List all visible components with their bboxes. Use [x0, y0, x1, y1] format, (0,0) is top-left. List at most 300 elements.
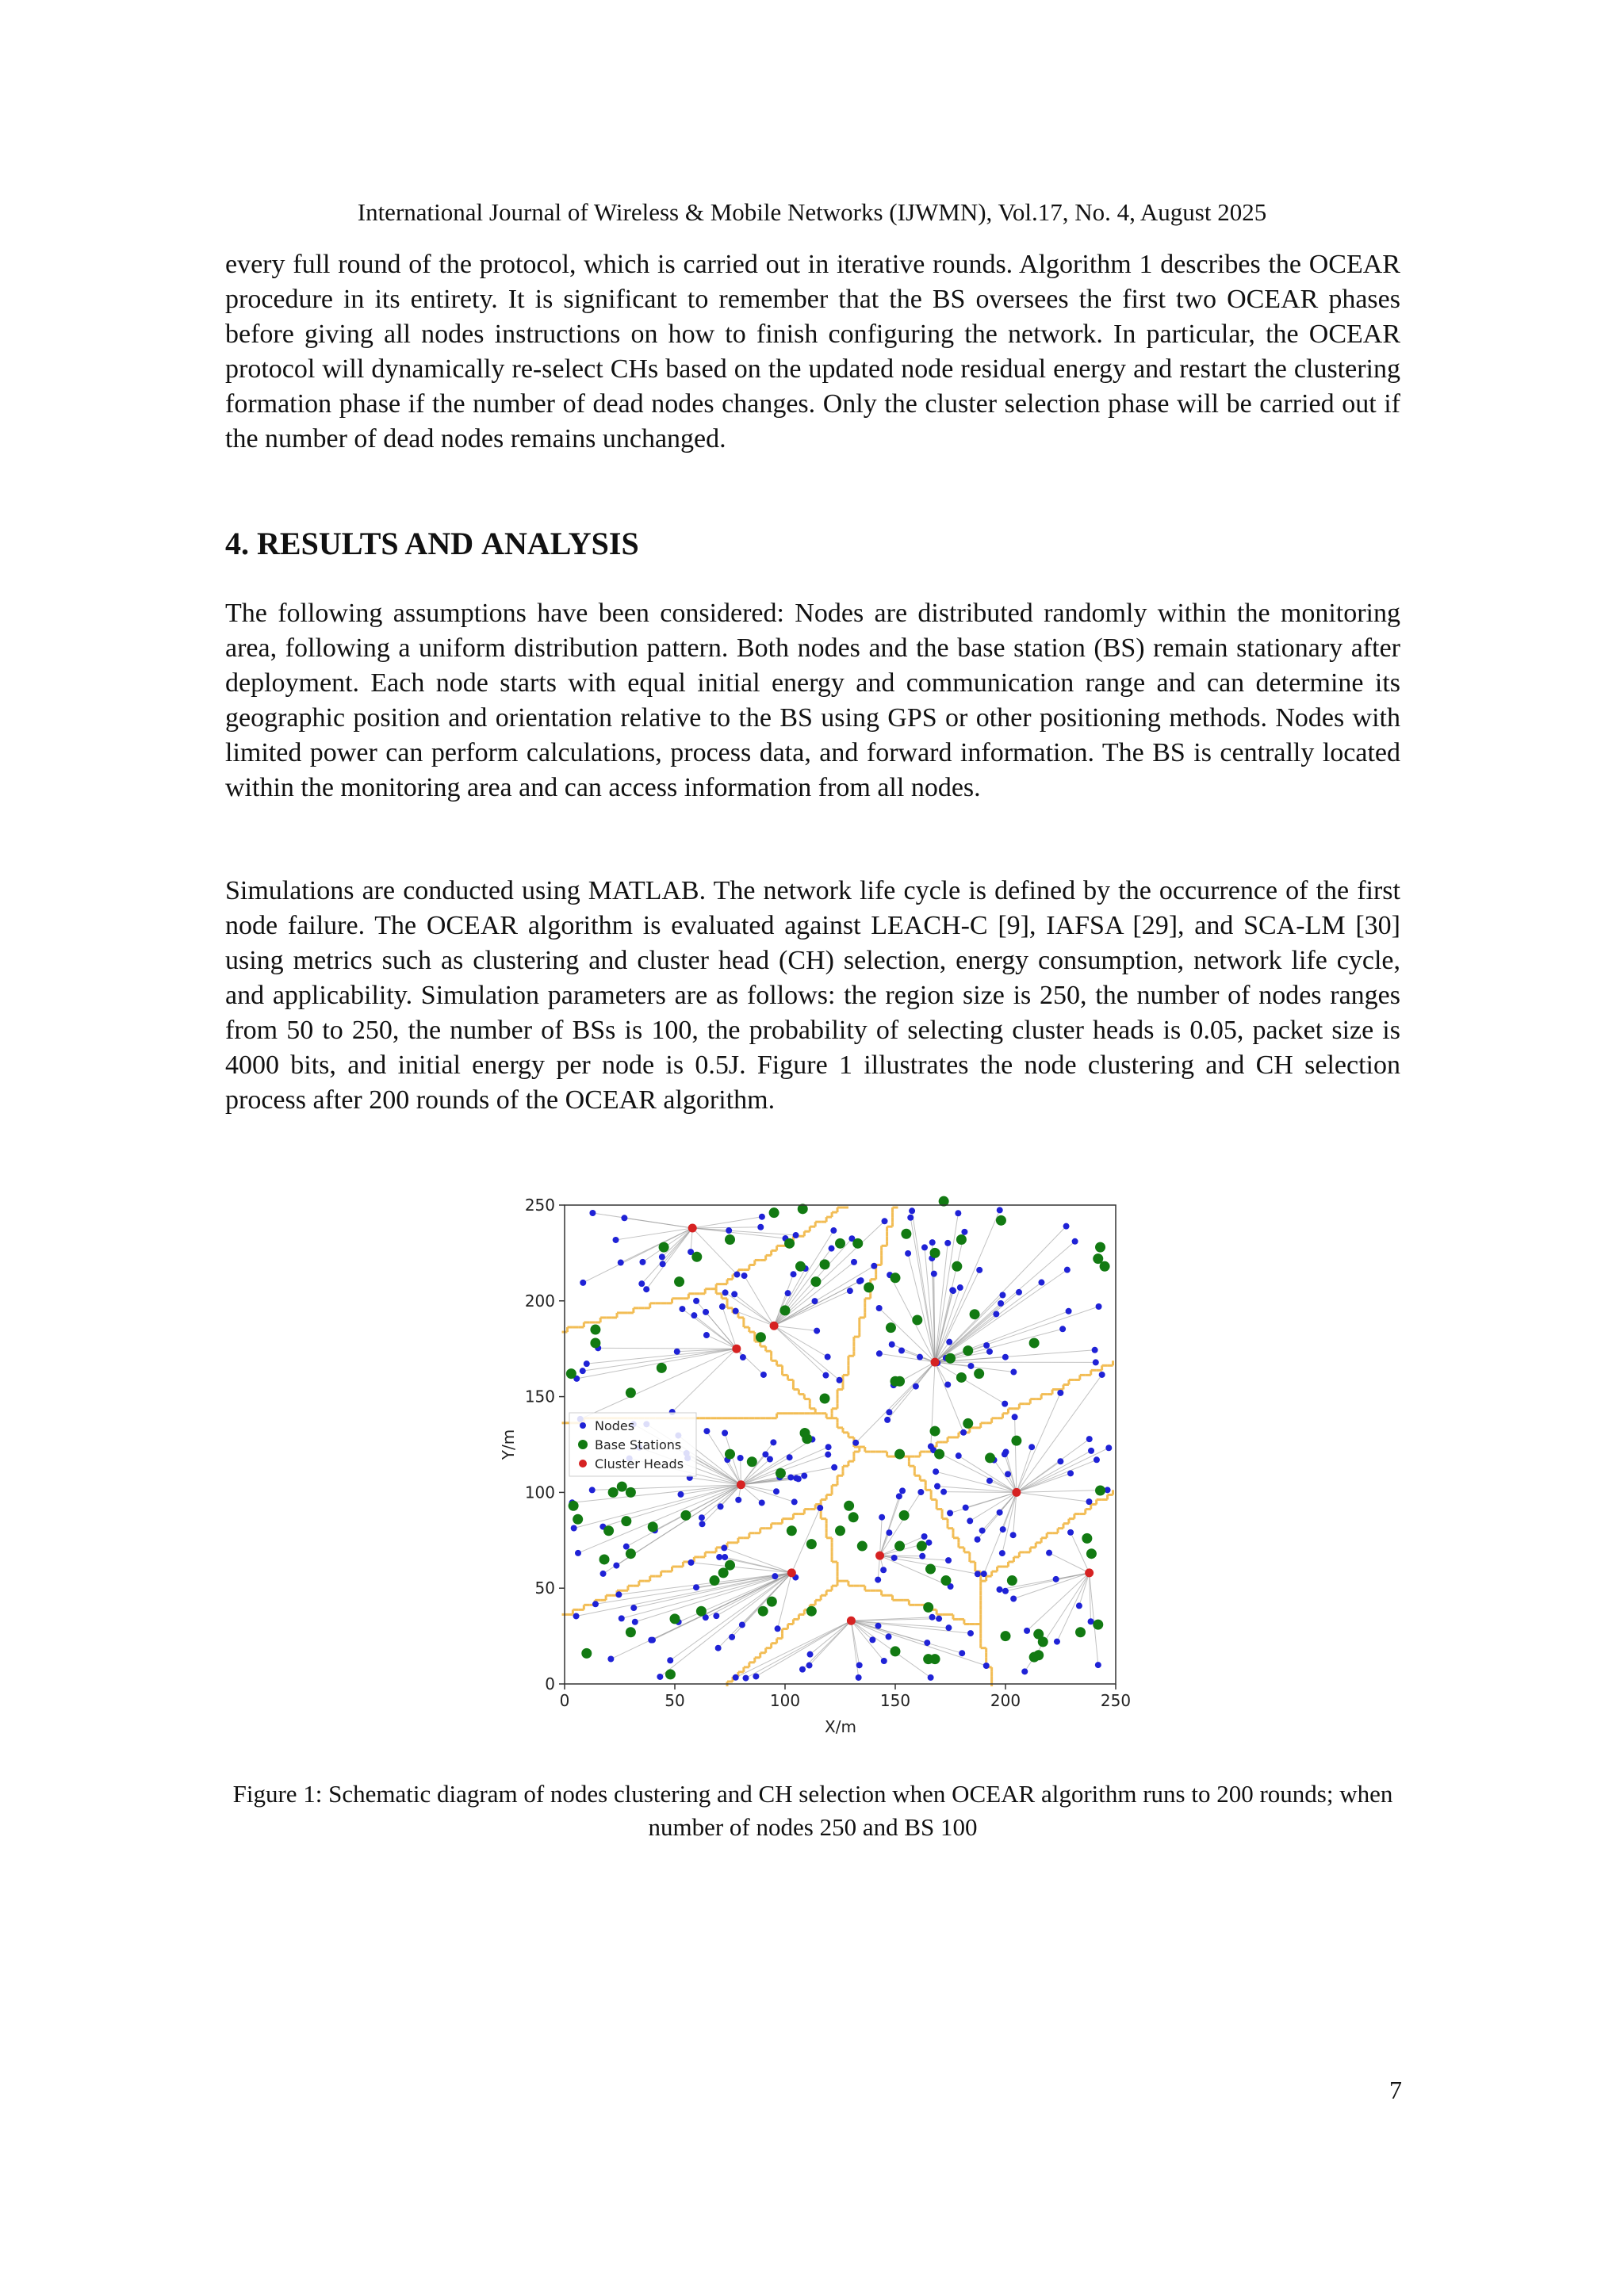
sensor-node — [667, 1657, 673, 1663]
sensor-node — [829, 1246, 835, 1252]
base-station — [891, 1646, 901, 1656]
sensor-node — [869, 1636, 875, 1643]
base-station — [848, 1512, 859, 1522]
base-station — [891, 1272, 901, 1283]
base-station — [925, 1564, 936, 1575]
sensor-node — [889, 1341, 895, 1348]
base-station — [1075, 1627, 1086, 1637]
sensor-node — [573, 1613, 580, 1619]
sensor-node — [996, 1586, 1002, 1593]
sensor-node — [793, 1232, 799, 1238]
legend-marker-cluster-heads — [579, 1460, 587, 1468]
base-station — [810, 1276, 821, 1287]
base-station — [985, 1452, 995, 1463]
section-heading — [225, 525, 639, 562]
base-station — [806, 1539, 817, 1549]
section-title-a-rest: NALYSIS — [504, 526, 639, 561]
sensor-node — [677, 1491, 684, 1498]
base-station — [956, 1234, 967, 1245]
sensor-node — [618, 1260, 624, 1266]
base-station — [956, 1372, 967, 1383]
sensor-node — [1067, 1529, 1074, 1536]
base-station — [974, 1368, 984, 1379]
base-station — [886, 1322, 896, 1333]
base-station — [940, 1575, 951, 1586]
base-station — [784, 1238, 795, 1249]
sensor-node — [787, 1474, 794, 1480]
sensor-node — [703, 1332, 710, 1338]
sensor-node — [1002, 1401, 1008, 1407]
sensor-node — [1072, 1238, 1078, 1245]
sensor-node — [643, 1286, 649, 1292]
base-station — [1082, 1533, 1092, 1544]
sensor-node — [1028, 1444, 1035, 1450]
base-station — [573, 1514, 583, 1525]
sensor-node — [580, 1280, 586, 1286]
base-station — [1001, 1631, 1011, 1641]
base-station — [996, 1215, 1006, 1226]
sensor-node — [876, 1350, 883, 1357]
sensor-node — [785, 1290, 791, 1296]
base-station — [963, 1345, 973, 1356]
base-station — [800, 1428, 810, 1438]
sensor-node — [607, 1656, 614, 1663]
sensor-node — [1076, 1602, 1082, 1609]
sensor-node — [909, 1207, 915, 1214]
sensor-node — [947, 1510, 953, 1517]
sensor-node — [1092, 1347, 1098, 1353]
sensor-node — [735, 1497, 741, 1503]
sensor-node — [699, 1514, 705, 1521]
sensor-node — [691, 1312, 697, 1318]
sensor-node — [945, 1624, 952, 1631]
sensor-node — [929, 1239, 936, 1246]
sensor-node — [722, 1554, 728, 1560]
sensor-node — [733, 1308, 739, 1314]
sensor-node — [584, 1360, 590, 1367]
base-station — [894, 1541, 905, 1552]
sensor-node — [936, 1616, 942, 1622]
sensor-node — [871, 1263, 877, 1269]
x-tick-label: 0 — [559, 1691, 570, 1710]
base-station — [599, 1554, 610, 1564]
base-station — [970, 1309, 980, 1319]
sensor-node — [858, 1277, 864, 1284]
sensor-node — [623, 1544, 630, 1550]
base-station — [934, 1449, 944, 1460]
base-station — [569, 1501, 579, 1511]
sensor-node — [648, 1637, 654, 1644]
base-station — [617, 1482, 627, 1492]
sensor-node — [837, 1377, 843, 1383]
base-station — [917, 1541, 927, 1552]
sensor-node — [1016, 1289, 1022, 1295]
sensor-node — [933, 1468, 939, 1475]
y-tick-label: 0 — [545, 1674, 555, 1693]
base-station — [747, 1456, 757, 1467]
sensor-node — [762, 1451, 768, 1457]
base-station — [626, 1627, 636, 1637]
base-station — [1011, 1436, 1021, 1446]
base-station — [901, 1229, 911, 1239]
sensor-node — [1054, 1639, 1060, 1645]
sensor-node — [679, 1306, 685, 1312]
sensor-node — [898, 1347, 905, 1353]
sensor-node — [719, 1303, 726, 1310]
sensor-node — [1066, 1308, 1072, 1314]
base-station — [1029, 1337, 1040, 1348]
sensor-node — [950, 1288, 956, 1294]
sensor-node — [632, 1619, 638, 1625]
sensor-node — [852, 1440, 859, 1446]
sensor-node — [757, 1224, 764, 1230]
cluster-head — [732, 1345, 741, 1353]
sensor-node — [907, 1215, 914, 1221]
cluster-head — [688, 1223, 697, 1232]
base-station — [894, 1449, 905, 1460]
base-station — [945, 1353, 956, 1364]
sensor-node — [592, 1601, 599, 1607]
sensor-node — [703, 1428, 710, 1434]
base-station — [1029, 1652, 1040, 1663]
x-tick-label: 50 — [665, 1691, 685, 1710]
sensor-node — [986, 1478, 993, 1484]
sensor-node — [875, 1577, 881, 1583]
base-station — [603, 1525, 614, 1536]
base-station — [758, 1606, 768, 1617]
sensor-node — [856, 1674, 862, 1681]
base-station — [963, 1418, 973, 1429]
sensor-node — [1057, 1458, 1063, 1464]
base-station — [952, 1261, 962, 1272]
base-station — [691, 1252, 702, 1262]
sensor-node — [638, 1280, 645, 1287]
section-number: 4. — [225, 526, 249, 561]
sensor-node — [831, 1464, 837, 1471]
base-station — [780, 1305, 791, 1315]
sensor-node — [1093, 1359, 1099, 1365]
sensor-node — [961, 1229, 967, 1235]
base-station — [835, 1525, 845, 1536]
base-station — [756, 1332, 766, 1342]
sensor-node — [960, 1429, 967, 1436]
sensor-node — [713, 1613, 719, 1619]
sensor-node — [733, 1272, 740, 1278]
sensor-node — [791, 1271, 797, 1277]
sensor-node — [979, 1528, 986, 1534]
section-title-r-rest: ESULTS AND — [279, 526, 482, 561]
sensor-node — [825, 1452, 831, 1458]
base-station — [767, 1597, 777, 1607]
base-station — [1095, 1485, 1105, 1495]
sensor-node — [917, 1354, 923, 1360]
sensor-node — [1096, 1303, 1102, 1310]
sensor-node — [967, 1517, 973, 1524]
legend-label-nodes: Nodes — [595, 1418, 635, 1433]
sensor-node — [1010, 1596, 1017, 1602]
base-station — [648, 1521, 658, 1532]
base-station — [1086, 1548, 1097, 1559]
sensor-node — [924, 1640, 930, 1646]
sensor-node — [886, 1529, 892, 1536]
cluster-head — [737, 1480, 745, 1489]
sensor-node — [851, 1259, 857, 1265]
sensor-node — [791, 1498, 798, 1505]
base-station — [1095, 1242, 1105, 1253]
sensor-node — [879, 1514, 885, 1521]
sensor-node — [775, 1625, 781, 1632]
sensor-node — [726, 1227, 732, 1234]
sensor-node — [945, 1557, 952, 1563]
sensor-node — [589, 1487, 596, 1493]
sensor-node — [1002, 1588, 1009, 1594]
y-tick-label: 100 — [524, 1483, 555, 1502]
base-station — [657, 1363, 667, 1373]
y-axis-label: Y/m — [499, 1429, 518, 1460]
sensor-node — [812, 1298, 818, 1304]
base-station — [923, 1602, 933, 1613]
cluster-head — [847, 1617, 856, 1625]
sensor-node — [886, 1633, 892, 1640]
y-tick-label: 250 — [524, 1196, 555, 1215]
sensor-node — [876, 1305, 883, 1311]
sensor-node — [630, 1605, 637, 1611]
base-station — [1100, 1261, 1110, 1272]
sensor-node — [944, 1381, 951, 1387]
section-title-a: A — [481, 526, 504, 561]
legend-marker-nodes — [580, 1422, 586, 1429]
sensor-node — [1024, 1628, 1030, 1634]
x-tick-label: 250 — [1100, 1691, 1132, 1710]
sensor-node — [1012, 1414, 1018, 1420]
base-station — [710, 1575, 720, 1586]
cluster-head — [1012, 1488, 1021, 1497]
base-station — [659, 1242, 669, 1253]
sensor-node — [703, 1309, 709, 1315]
x-tick-label: 200 — [990, 1691, 1021, 1710]
figure-caption: Figure 1: Schematic diagram of nodes clustering and CH selection when OCEAR algorithm runs to 200 rounds; when number of nodes 250 and BS 100 — [232, 1780, 1393, 1841]
legend-label-base-stations: Base Stations — [595, 1437, 682, 1452]
sensor-node — [882, 1218, 888, 1224]
sensor-node — [1063, 1223, 1070, 1230]
sensor-node — [740, 1354, 746, 1360]
sensor-node — [928, 1674, 934, 1681]
y-tick-label: 150 — [524, 1387, 555, 1406]
sensor-node — [589, 1210, 596, 1216]
sensor-node — [881, 1658, 887, 1664]
base-station — [608, 1487, 619, 1498]
sensor-node — [1095, 1662, 1101, 1668]
sensor-node — [657, 1674, 663, 1680]
sensor-node — [715, 1645, 722, 1651]
cluster-head — [770, 1322, 779, 1330]
sensor-node — [737, 1455, 744, 1461]
sensor-node — [817, 1505, 823, 1511]
sensor-node — [934, 1483, 940, 1490]
legend-label-cluster-heads: Cluster Heads — [595, 1456, 684, 1471]
base-station — [795, 1261, 806, 1272]
sensor-node — [825, 1444, 832, 1450]
base-station — [844, 1501, 854, 1511]
sensor-node — [742, 1675, 749, 1682]
sensor-node — [986, 1349, 993, 1355]
sensor-node — [1038, 1280, 1044, 1286]
sensor-node — [931, 1271, 937, 1277]
sensor-node — [929, 1614, 936, 1621]
base-station — [566, 1368, 576, 1379]
sensor-node — [660, 1261, 666, 1267]
base-station — [769, 1207, 779, 1218]
sensor-node — [1094, 1456, 1100, 1463]
base-station — [930, 1654, 940, 1664]
sensor-node — [1067, 1470, 1074, 1476]
sensor-node — [917, 1489, 924, 1495]
base-station — [696, 1606, 707, 1617]
section-title-r: R — [257, 526, 280, 561]
sensor-node — [722, 1430, 728, 1437]
sensor-node — [1053, 1576, 1059, 1582]
base-station — [1038, 1636, 1048, 1647]
base-station — [670, 1613, 680, 1624]
sensor-node — [716, 1554, 722, 1560]
sensor-node — [580, 1368, 586, 1374]
sensor-node — [787, 1454, 793, 1460]
sensor-node — [896, 1493, 902, 1499]
sensor-node — [997, 1510, 1003, 1516]
base-station — [626, 1548, 636, 1559]
sensor-node — [880, 1567, 887, 1573]
sensor-node — [959, 1650, 965, 1656]
sensor-node — [976, 1267, 982, 1273]
base-station — [1093, 1620, 1103, 1630]
sensor-node — [659, 1253, 665, 1260]
base-station — [590, 1325, 600, 1335]
base-station — [806, 1606, 817, 1617]
sensor-node — [967, 1630, 974, 1636]
sensor-node — [1005, 1471, 1011, 1477]
sensor-node — [955, 1210, 961, 1216]
sensor-node — [1010, 1369, 1017, 1376]
sensor-node — [1021, 1668, 1028, 1674]
cluster-head — [931, 1358, 940, 1367]
sensor-node — [699, 1521, 706, 1527]
sensor-node — [760, 1372, 767, 1378]
sensor-node — [884, 1417, 891, 1423]
base-station — [930, 1426, 940, 1437]
base-station — [820, 1394, 830, 1404]
base-station — [725, 1234, 735, 1245]
sensor-node — [921, 1244, 928, 1250]
cluster-head — [1085, 1568, 1094, 1577]
sensor-node — [822, 1372, 829, 1379]
sensor-node — [956, 1452, 962, 1459]
base-station — [857, 1541, 868, 1552]
sensor-node — [1105, 1445, 1112, 1451]
base-station — [626, 1487, 636, 1498]
sensor-node — [847, 1288, 853, 1294]
sensor-node — [856, 1662, 863, 1668]
sensor-node — [814, 1328, 820, 1334]
sensor-node — [799, 1667, 806, 1673]
sensor-node — [919, 1553, 925, 1559]
sensor-node — [1003, 1448, 1009, 1455]
sensor-node — [571, 1525, 577, 1531]
sensor-node — [600, 1571, 607, 1577]
sensor-node — [721, 1544, 727, 1551]
base-station — [581, 1648, 592, 1659]
cluster-head — [875, 1552, 884, 1560]
cluster-head — [787, 1568, 796, 1577]
sensor-node — [983, 1342, 990, 1349]
sensor-node — [619, 1615, 625, 1621]
sensor-node — [688, 1559, 694, 1566]
sensor-node — [739, 1621, 745, 1628]
sensor-node — [621, 1215, 627, 1221]
legend-marker-base-stations — [578, 1440, 588, 1449]
sensor-node — [806, 1663, 813, 1669]
sensor-node — [795, 1475, 802, 1482]
base-station — [899, 1510, 910, 1521]
sensor-node — [1088, 1448, 1094, 1454]
base-station — [590, 1337, 600, 1348]
sensor-node — [940, 1489, 947, 1495]
sensor-node — [997, 1207, 1003, 1213]
y-tick-label: 200 — [524, 1291, 555, 1311]
base-station — [626, 1387, 636, 1398]
sensor-node — [1064, 1267, 1071, 1273]
base-station — [776, 1468, 786, 1479]
sensor-node — [729, 1634, 735, 1640]
sensor-node — [639, 1259, 645, 1265]
sensor-node — [733, 1674, 739, 1681]
sensor-node — [1046, 1550, 1052, 1556]
sensor-node — [967, 1363, 974, 1369]
sensor-node — [928, 1443, 934, 1449]
base-station — [680, 1510, 691, 1521]
sensor-node — [1086, 1498, 1092, 1505]
base-station — [725, 1449, 735, 1460]
sensor-node — [753, 1673, 759, 1679]
chart-legend — [569, 1413, 696, 1476]
sensor-node — [801, 1472, 807, 1479]
sensor-node — [963, 1505, 969, 1511]
paragraph-simulation: Simulations are conducted using MATLAB. The network life cycle is defined by the occurrence of the first node failure. The OCEAR algorithm is evaluated against LEACH-C [9], IAFSA [29], and SCA-LM [30] using metrics such as clustering and cluster head (CH) selection, energy consumption, network life cycle, and applicability. Simulation parameters are as follows: the region size is 250, the number of nodes ranges from 50 to 250, the number of BSs is 100, the probability of selecting cluster heads is 0.05, packet size is 4000 bits, and initial energy per node is 0.5J. Figure 1 illustrates the node clustering and CH selection process after 200 rounds of the OCEAR algorithm. — [225, 876, 1400, 1115]
paragraph-assumptions: The following assumptions have been considered: Nodes are distributed randomly within the monitoring area, following a uniform distribution pattern. Both nodes and the base station (BS) remain stationary after deployment. Each node starts with equal initial energy and communication range and can determine its geographic position and orientation relative to the BS using GPS or other positioning methods. Nodes with limited power can perform calculations, process data, and forward information. The BS is centrally located within the monitoring area and can access information from all nodes. — [225, 599, 1400, 802]
base-station — [852, 1238, 863, 1249]
page-number: 7 — [1389, 2076, 1402, 2104]
base-station — [820, 1259, 830, 1269]
sensor-node — [759, 1499, 765, 1506]
sensor-node — [741, 1272, 748, 1279]
sensor-node — [718, 1503, 724, 1510]
base-station — [891, 1376, 901, 1387]
base-station — [1007, 1575, 1017, 1586]
sensor-node — [983, 1663, 990, 1669]
sensor-node — [770, 1439, 776, 1445]
x-tick-label: 100 — [769, 1691, 801, 1710]
x-axis-label: X/m — [825, 1717, 856, 1736]
base-station — [725, 1560, 735, 1571]
sensor-node — [807, 1651, 814, 1658]
sensor-node — [693, 1298, 699, 1304]
base-station — [835, 1238, 845, 1249]
x-tick-label: 150 — [879, 1691, 911, 1710]
sensor-node — [993, 1311, 999, 1317]
sensor-node — [1086, 1436, 1093, 1442]
base-station — [621, 1516, 631, 1526]
sensor-node — [999, 1292, 1005, 1298]
sensor-node — [886, 1409, 892, 1415]
